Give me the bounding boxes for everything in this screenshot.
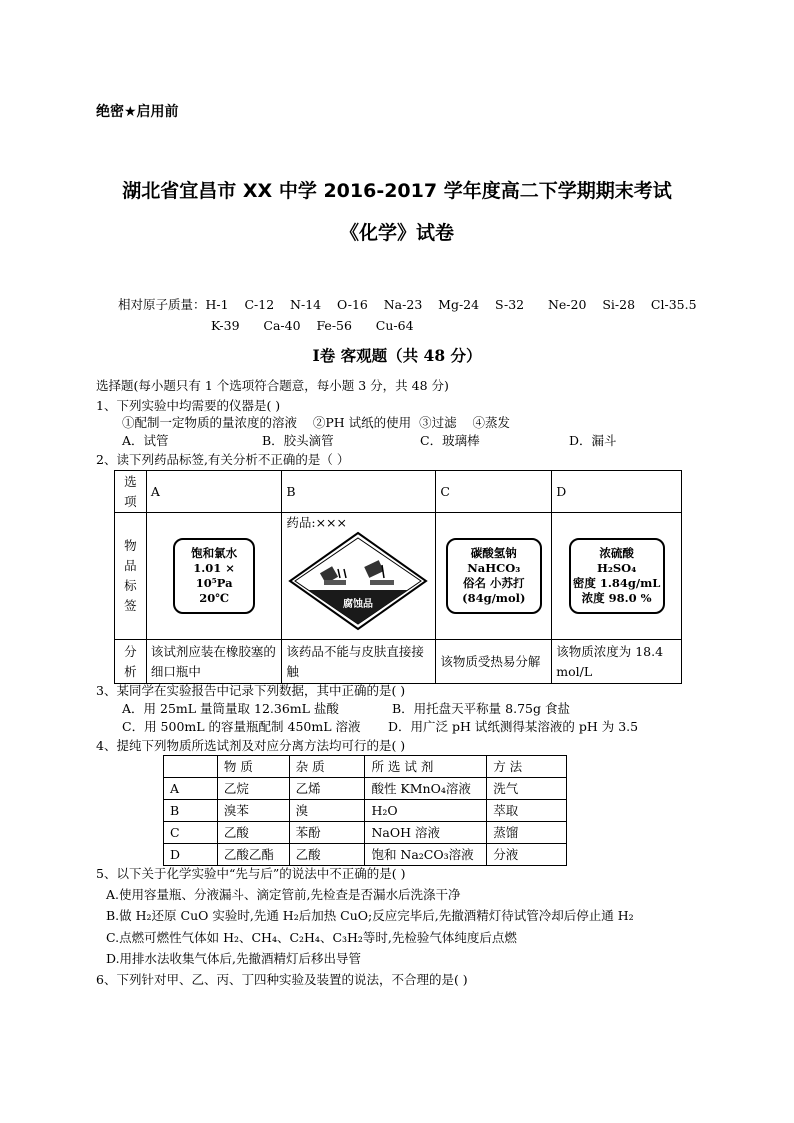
label-d-box: 浓硫酸 H₂SO₄ 密度 1.84g/mL 浓度 98.0 % <box>569 538 665 614</box>
q4-header-cell: 所 选 试 剂 <box>365 756 487 778</box>
corrosive-hazard-icon <box>286 531 430 631</box>
q2-col-b: B <box>282 471 436 513</box>
q3-option-d: D．用广泛 pH 试纸测得某溶液的 pH 为 3.5 <box>388 719 639 734</box>
q5-option-c: C.点燃可燃性气体如 H₂、CH₄、C₂H₄、C₃H₂等时,先检验气体纯度后点燃 <box>106 930 517 945</box>
q4-header-row <box>164 756 567 778</box>
q5-option-a: A.使用容量瓶、分液漏斗、滴定管前,先检查是否漏水后洗涤干净 <box>106 887 461 902</box>
q5-option-d: D.用排水法收集气体后,先撤酒精灯后移出导管 <box>106 951 362 966</box>
table-row: D 乙酸乙酯 乙酸 饱和 Na₂CO₃溶液 分液 <box>164 844 567 866</box>
q2-row-head-analysis: 分 析 <box>115 640 147 684</box>
q2-analysis-a: 该试剂应装在橡胶塞的细口瓶中 <box>146 640 282 684</box>
atomic-mass-line-2: K-39 Ca-40 Fe-56 Cu-64 <box>211 318 414 333</box>
q4-header-cell: 方 法 <box>487 756 567 778</box>
q1-option-d: D．漏斗 <box>569 433 617 448</box>
label-b-text: 药品:××× <box>286 515 348 530</box>
label-c-box: 碳酸氢钠 NaHCO₃ 俗名 小苏打 (84g/mol) <box>446 538 542 614</box>
q3-option-c: C．用 500mL 的容量瓶配制 450mL 溶液 <box>122 719 361 734</box>
q2-stem: 2、读下列药品标签,有关分析不正确的是（ ） <box>96 452 350 467</box>
q3-stem: 3、某同学在实验报告中记录下列数据，其中正确的是( ) <box>96 683 406 698</box>
q2-row-head-label: 物 品 标 签 <box>115 513 147 640</box>
q1-option-c: C．玻璃棒 <box>420 433 480 448</box>
q1-items: ①配制一定物质的量浓度的溶液 ②PH 试纸的使用 ③过滤 ④蒸发 <box>122 415 511 430</box>
q2-label-a-cell <box>146 513 282 640</box>
q4-header-cell <box>164 756 218 778</box>
q3-option-b: B．用托盘天平称量 8.75g 食盐 <box>392 701 570 716</box>
atomic-mass-block <box>118 294 697 336</box>
q5-option-b: B.做 H₂还原 CuO 实验时,先通 H₂后加热 CuO;反应完毕后,先撤酒精灯待试管冷却后停止通 H₂ <box>106 908 634 923</box>
q1-option-b: B．胶头滴管 <box>262 433 334 448</box>
q2-col-c: C <box>436 471 552 513</box>
q4-table <box>163 755 567 866</box>
q2-analysis-b: 该药品不能与皮肤直接接触 <box>282 640 436 684</box>
q2-col-a: A <box>146 471 282 513</box>
q4-stem: 4、提纯下列物质所选试剂及对应分离方法均可行的是( ) <box>96 738 406 753</box>
label-a-box: 饱和氯水 1.01 × 10⁵Pa 20℃ <box>173 538 255 614</box>
q1-option-a: A．试管 <box>122 433 169 448</box>
exam-title: 湖北省宜昌市 XX 中学 2016-2017 学年度高二下学期期末考试 <box>122 180 672 202</box>
q5-stem: 5、以下关于化学实验中“先与后”的说法中不正确的是( ) <box>96 866 406 881</box>
q6-stem: 6、下列针对甲、乙、丙、丁四种实验及装置的说法，不合理的是( ) <box>96 972 468 987</box>
q2-col-d: D <box>552 471 682 513</box>
atomic-mass-line-1: 相对原子质量：H-1 C-12 N-14 O-16 Na-23 Mg-24 S-32 Ne-20 Si-28 Cl-35.5 <box>118 297 697 312</box>
q4-header-cell: 物 质 <box>217 756 289 778</box>
q2-label-c-cell <box>436 513 552 640</box>
table-row: C 乙酸 苯酚 NaOH 溶液 蒸馏 <box>164 822 567 844</box>
q2-row-option <box>115 471 682 513</box>
table-row: B 溴苯 溴 H₂O 萃取 <box>164 800 567 822</box>
secret-mark: 绝密★启用前 <box>96 104 179 120</box>
q2-analysis-d: 该物质浓度为 18.4 mol/L <box>552 640 682 684</box>
exam-subtitle: 《化学》试卷 <box>339 222 454 244</box>
section-instruction: 选择题(每小题只有 1 个选项符合题意，每小题 3 分，共 48 分) <box>96 378 449 393</box>
q1-stem: 1、下列实验中均需要的仪器是( ) <box>96 398 281 413</box>
corrosive-sign-label: 腐蚀品 <box>343 599 374 610</box>
q2-analysis-c: 该物质受热易分解 <box>436 640 552 684</box>
q2-label-table <box>114 470 682 684</box>
q2-row-analysis <box>115 640 682 684</box>
table-row: A 乙烷 乙烯 酸性 KMnO₄溶液 洗气 <box>164 778 567 800</box>
q2-label-d-cell <box>552 513 682 640</box>
q4-header-cell: 杂 质 <box>289 756 365 778</box>
q2-row-head-option: 选 项 <box>115 471 147 513</box>
section-heading: Ⅰ卷 客观题（共 48 分） <box>312 346 482 365</box>
q3-option-a: A．用 25mL 量筒量取 12.36mL 盐酸 <box>122 701 339 716</box>
q2-label-b-cell <box>282 513 436 640</box>
q2-row-label <box>115 513 682 640</box>
